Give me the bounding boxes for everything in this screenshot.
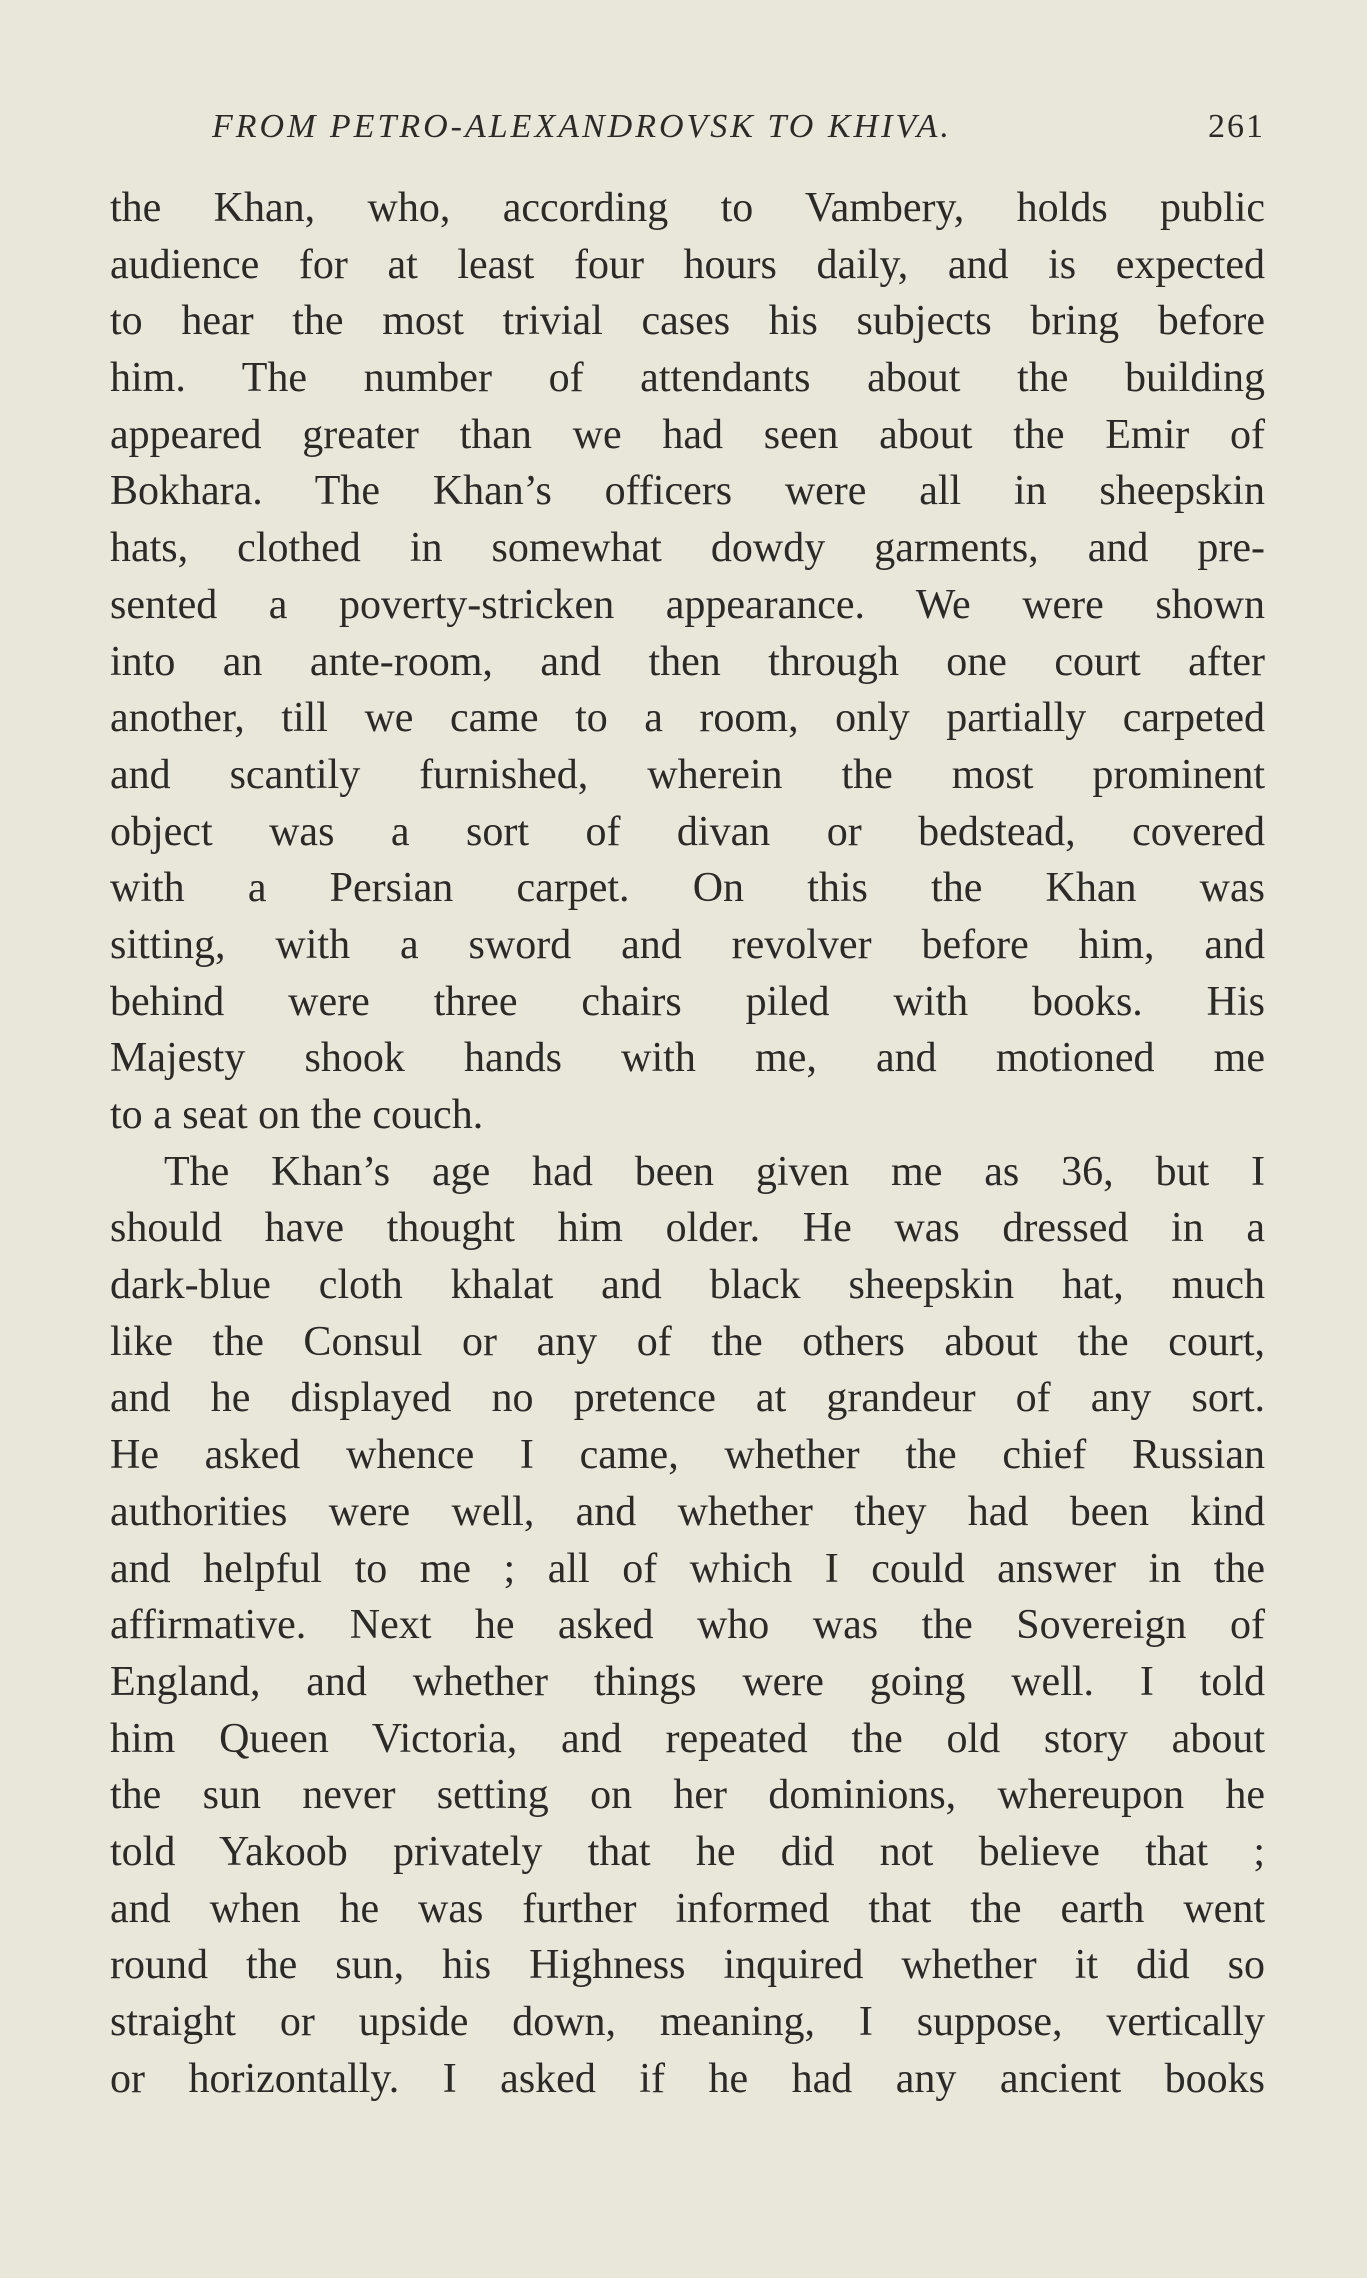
text-line: and helpful to me ; all of which I could answer in the <box>110 1545 1265 1592</box>
text-line: straight or upside down, meaning, I suppose, vertically <box>110 1999 1265 2045</box>
text-line: He asked whence I came, whether the chief Russian <box>110 1432 1265 1479</box>
text-line: told Yakoob privately that he did not believe that ; <box>110 1828 1265 1875</box>
text-line: into an ante-room, and then through one court after <box>110 638 1265 685</box>
body-text <box>110 180 1265 2107</box>
text-line: Bokhara. The Khan’s officers were all in sheepskin <box>110 468 1265 515</box>
text-line: appeared greater than we had seen about the Emir of <box>110 411 1265 458</box>
text-line: or horizontally. I asked if he had any ancient books <box>110 2055 1265 2102</box>
text-line: like the Consul or any of the others about the court, <box>110 1318 1265 1365</box>
running-title: FROM PETRO-ALEXANDROVSK TO KHIVA. <box>212 108 952 145</box>
text-line: object was a sort of divan or bedstead, covered <box>110 808 1265 855</box>
text-line: and scantily furnished, wherein the most prominent <box>110 751 1265 798</box>
text-line: should have thought him older. He was dressed in a <box>110 1205 1265 1252</box>
text-line: sitting, with a sword and revolver before him, and <box>110 921 1265 968</box>
paragraph-2 <box>110 1144 1265 2108</box>
text-line: hats, clothed in somewhat dowdy garments, and pre- <box>110 525 1265 572</box>
text-line: the sun never setting on her dominions, whereupon he <box>110 1772 1265 1819</box>
page-number: 261 <box>1208 108 1265 145</box>
text-line: audience for at least four hours daily, and is expected <box>110 241 1265 288</box>
text-line: him. The number of attendants about the building <box>110 355 1265 402</box>
text-line: sented a poverty-stricken appearance. We were shown <box>110 581 1265 628</box>
text-line: affirmative. Next he asked who was the Sovereign of <box>110 1602 1265 1649</box>
text-line: and he displayed no pretence at grandeur of any sort. <box>110 1375 1265 1422</box>
text-line: him Queen Victoria, and repeated the old story about <box>110 1715 1265 1762</box>
text-line: dark-blue cloth khalat and black sheepskin hat, much <box>110 1262 1265 1309</box>
text-line: and when he was further informed that the earth went <box>110 1885 1265 1932</box>
text-line: round the sun, his Highness inquired whether it did so <box>110 1942 1265 1989</box>
text-line: Majesty shook hands with me, and motioned me <box>110 1035 1265 1082</box>
text-line: The Khan’s age had been given me as 36, but I <box>164 1148 1265 1195</box>
running-head <box>110 108 1265 154</box>
text-line: the Khan, who, according to Vambery, holds public <box>110 185 1265 231</box>
text-line: with a Persian carpet. On this the Khan was <box>110 865 1265 912</box>
text-line: to a seat on the couch. <box>110 1092 484 1138</box>
text-line: behind were three chairs piled with books. His <box>110 978 1265 1025</box>
text-line: to hear the most trivial cases his subjects bring before <box>110 298 1265 345</box>
text-line: authorities were well, and whether they had been kind <box>110 1488 1265 1535</box>
text-line: England, and whether things were going well. I told <box>110 1658 1265 1705</box>
text-line: another, till we came to a room, only partially carpeted <box>110 695 1265 742</box>
paragraph-1 <box>110 180 1265 1144</box>
